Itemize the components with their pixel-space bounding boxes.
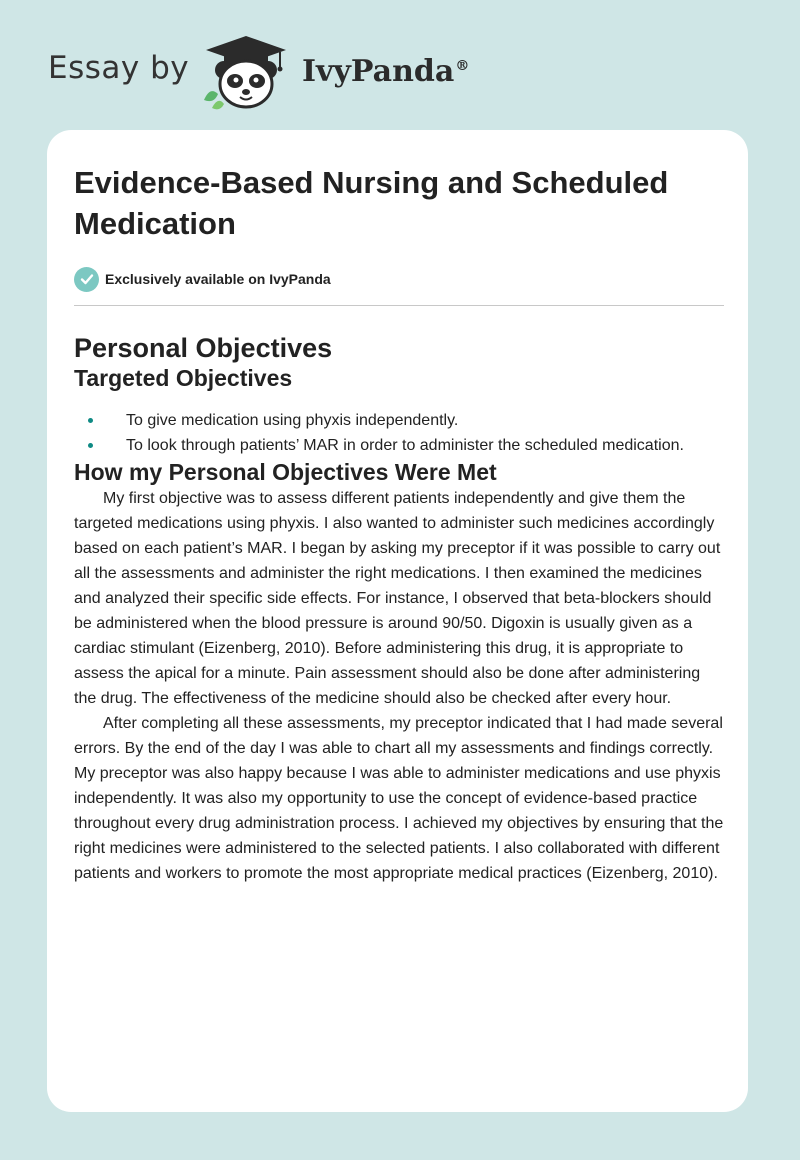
site-header [48,34,488,110]
paragraph: My first objective was to assess different patients independently and give them the targeted medications using phyxis. I also wanted to administer such medicines accordingly based on each patient’s MAR. I began by asking my preceptor if it was possible to carry out all the assessments and administer the right medications. I then examined the medicines and analyzed their specific side effects. For instance, I observed that beta-blockers should be administered when the blood pressure is around 90/50. Digoxin is usually given as a cardiac stimulant (Eizenberg, 2010). Before administering this drug, it is appropriate to assess the apical for a minute. Pain assessment should also be done after administering the drug. The effectiveness of the medicine should also be checked after every hour. [74,490,721,707]
objectives-list [74,408,724,458]
brand-text: IvyPanda [302,54,455,89]
list-item [74,408,724,433]
divider [74,305,724,306]
exclusive-badge [74,265,724,293]
essay-card [47,130,748,1112]
page-title: Evidence-Based Nursing and Scheduled Medication [74,165,669,241]
check-circle-icon [74,267,99,292]
section-heading: Personal Objectives [74,333,333,363]
essay-by-label: Essay by [48,50,190,86]
essay-content [74,162,724,886]
badge-text: Exclusively available on IvyPanda [105,271,331,287]
registered-mark: ® [455,58,470,74]
list-item [74,433,724,458]
bullet-dot-icon [88,443,93,448]
brand-name [302,54,469,89]
objective-text: To give medication using phyxis independently. [126,412,459,429]
panda-graduation-cap-logo-icon[interactable] [200,34,292,110]
objectives-met-heading: How my Personal Objectives Were Met [74,459,497,485]
bullet-dot-icon [88,418,93,423]
targeted-objectives-heading: Targeted Objectives [74,365,293,391]
paragraph: After completing all these assessments, my preceptor indicated that I had made several errors. By the end of the day I was able to chart all my assessments and findings correctly. My preceptor was also happy because I was able to administer medications and use phyxis independently. It was also my opportunity to use the concept of evidence-based practice throughout every drug administration process. I achieved my objectives by ensuring that the right medicines were administered to the selected patients. I also collaborated with different patients and workers to promote the most appropriate medical practices (Eizenberg, 2010). [74,715,724,882]
objective-text: To look through patients’ MAR in order to administer the scheduled medication. [126,437,684,454]
